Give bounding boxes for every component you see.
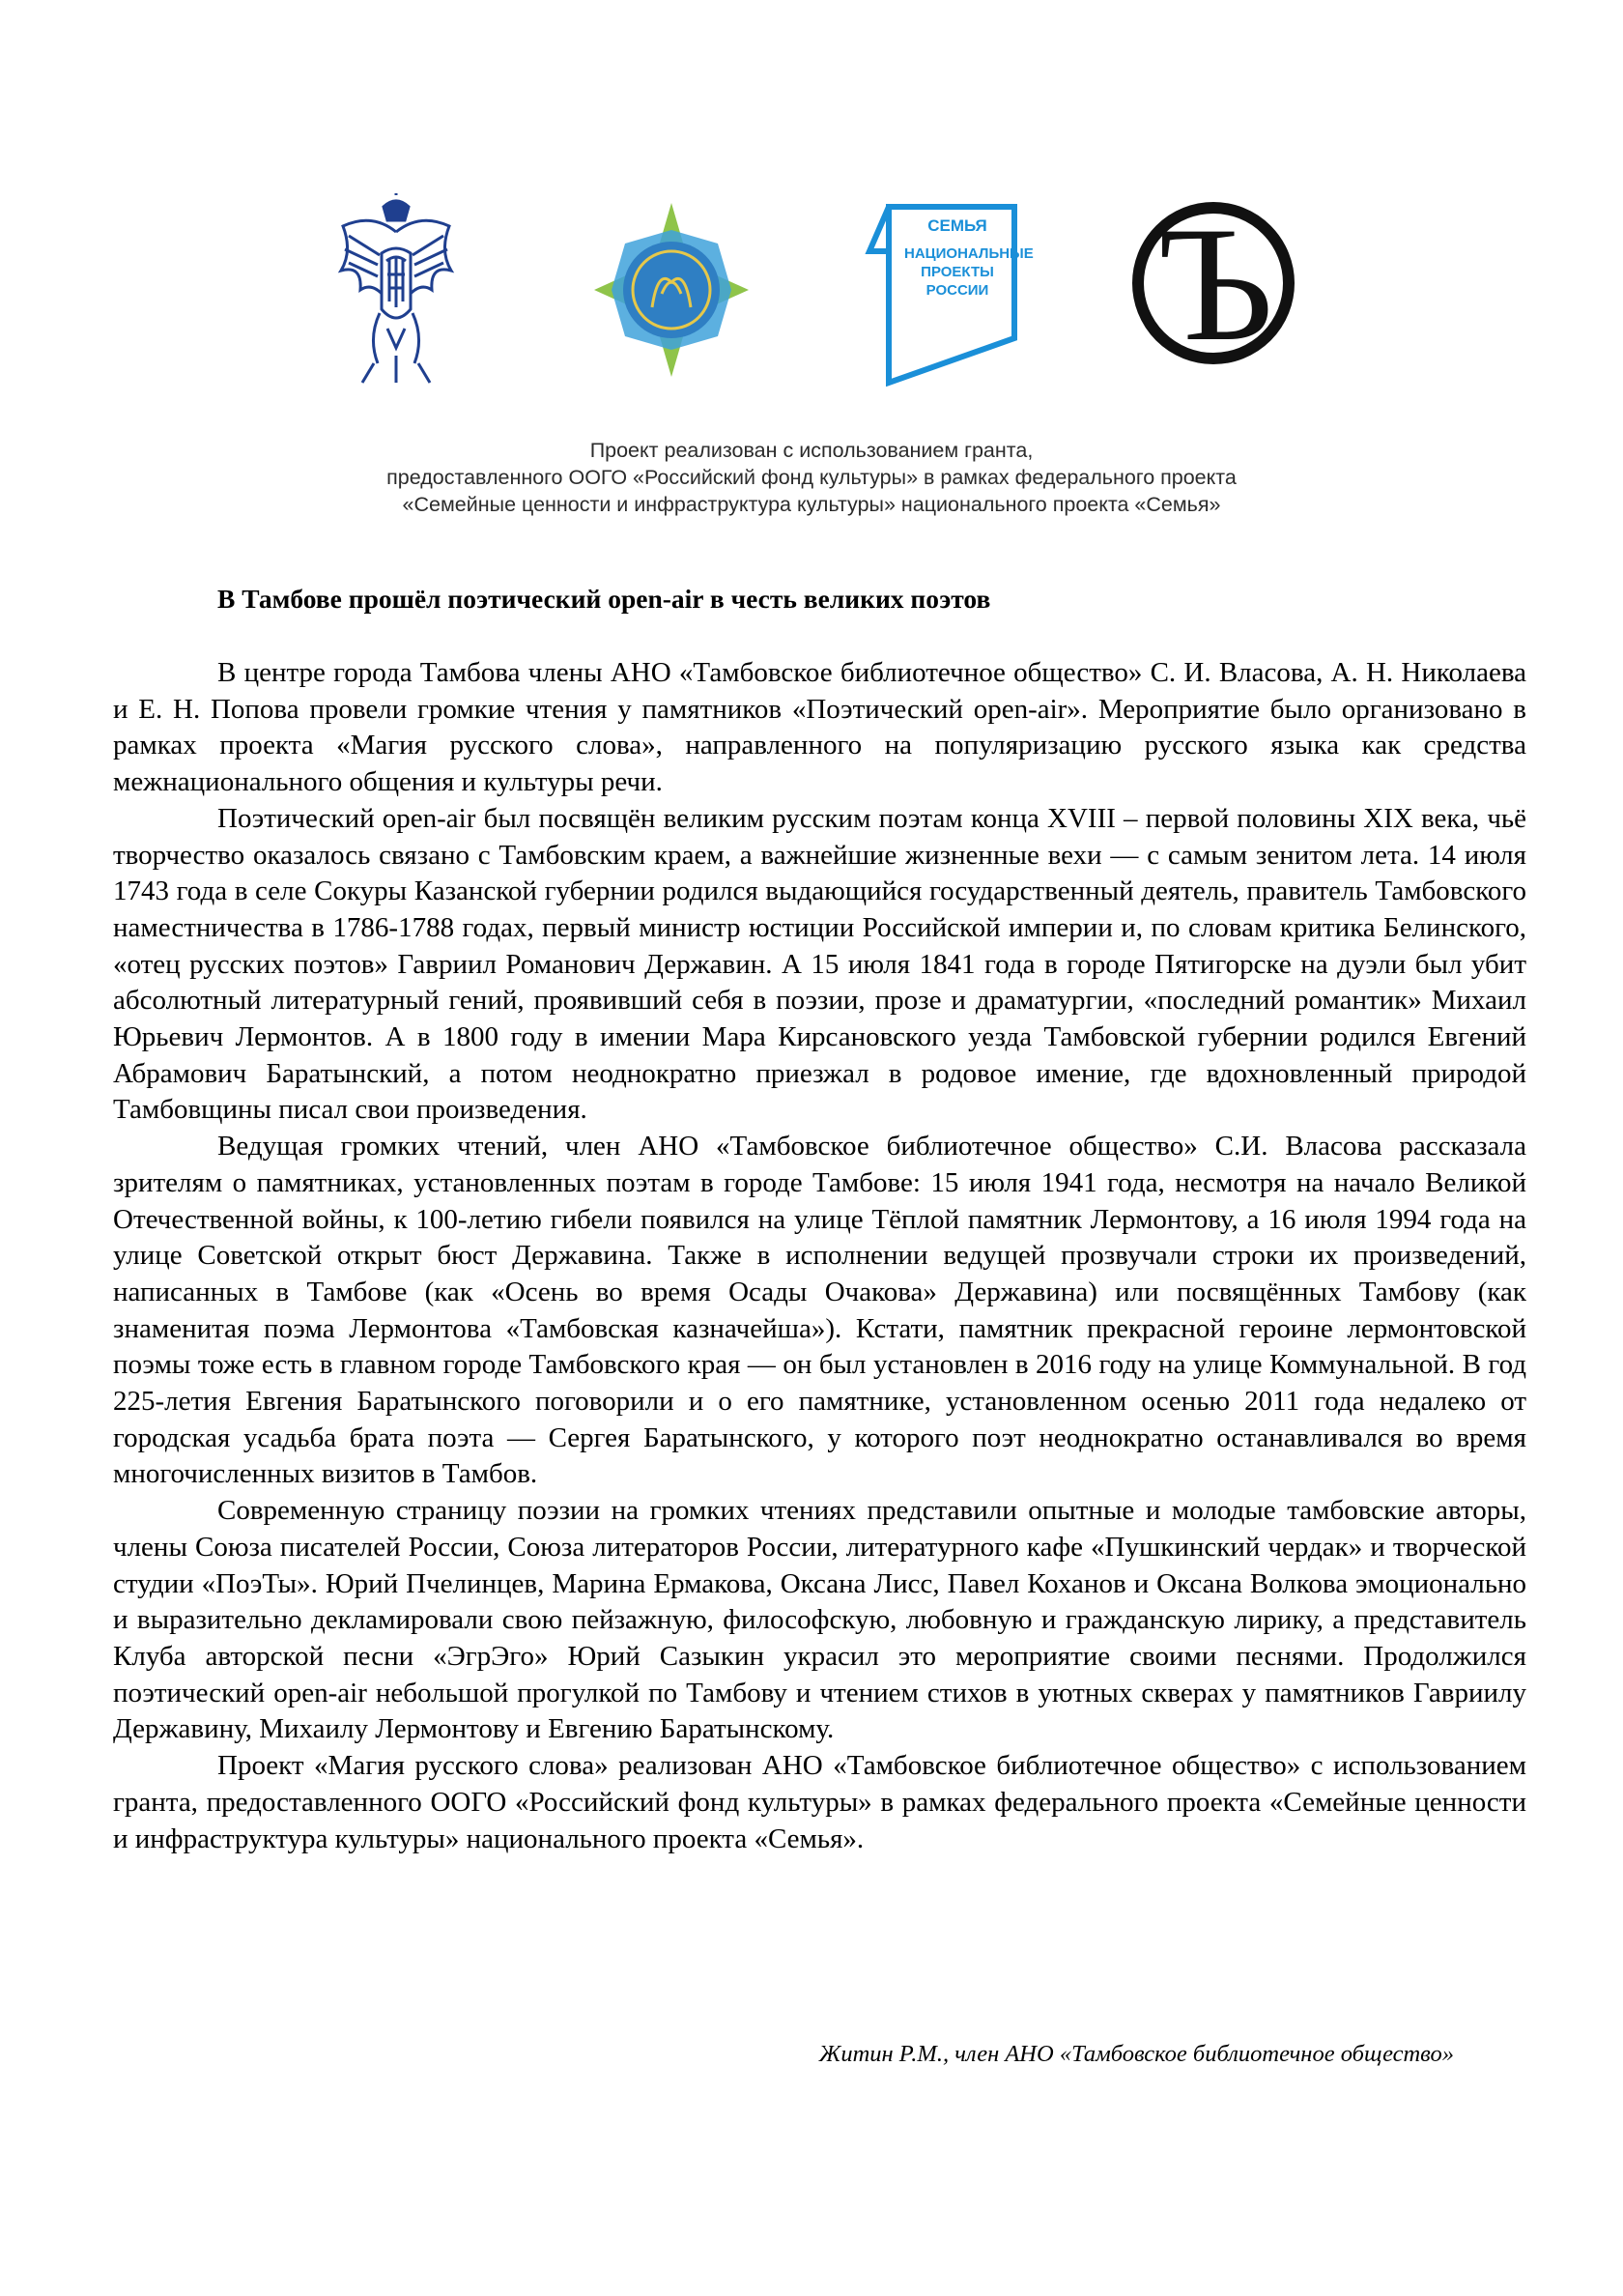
grant-notice-line: Проект реализован с использованием гранта, [589,439,1034,462]
russian-culture-fund-star-emblem [583,193,761,387]
logo-family-text: СЕМЬЯ [927,216,987,235]
grant-notice-line: предоставленного ООГО «Российский фонд культуры» в рамках федерального проекта [386,466,1237,489]
tambov-library-society-logo [1128,193,1302,375]
article-paragraph: В центре города Тамбова члены АНО «Тамбовское библиотечное общество» С. И. Власова, А. Н. Николаева и Е. Н. Попова провели громкие чтения у памятников «Поэтический open-air». Мероприятие было организовано в рамках проекта «Магия русского слова», направленного на популяризацию русского языка как средства межнационального общения и культуры речи. [113,657,1526,798]
article-paragraph: Ведущая громких чтений, член АНО «Тамбовское библиотечное общество» С.И. Власова рассказала зрителям о памятниках, установленных поэтам в городе Тамбове: 15 июля 1941 года, несмотря на начало Великой Отечественной войны, к 100-летию гибели появился на улице Тёплой памятник Лермонтову, а 16 июля 1994 года на улице Советской открыт бюст Державина. Также в исполнении ведущей прозвучали строки их произведений, написанных в Тамбове (как «Осень во время Осады Очакова» Державина) или посвящённых Тамбову (как знаменитая поэма Лермонтова «Тамбовская казначейша»). Кстати, памятник прекрасной героине лермонтовской поэмы тоже есть в главном городе Тамбовского края — он был установлен в 2016 году на улице Коммунальной. В год 225-летия Евгения Баратынского поговорили и о его памятнике, установленном осенью 2011 года недалеко от городская усадьба брата поэта — Сергея Баратынского, у которого поэт неоднократно останавливался во время многочисленных визитов в Тамбов. [113,1131,1526,1490]
author-signature: Житин Р.М., член АНО «Тамбовское библиотечное общество» [818,2041,1454,2067]
grant-notice [0,437,1623,518]
ministry-of-culture-eagle-emblem [333,193,459,387]
logo-russia-text: РОССИИ [925,282,989,299]
logo-national-text: НАЦИОНАЛЬНЫЕ [904,245,1034,262]
national-projects-russia-family-logo [850,193,1034,387]
article-title: В Тамбове прошёл поэтический open-air в честь великих поэтов [217,584,991,614]
grant-notice-line: «Семейные ценности и инфраструктура культуры» национального проекта «Семья» [402,493,1221,516]
logo-hard-sign-letter: Ъ [1156,193,1274,375]
article-body [113,655,1526,1857]
logo-projects-text: ПРОЕКТЫ [921,264,994,280]
article-paragraph: Поэтический open-air был посвящён великим русским поэтам конца XVIII – первой половины XIX века, чьё творчество оказалось связано с Тамбовским краем, а важнейшие жизненные вехи — с самым зенитом лета. 14 июля 1743 года в селе Сокуры Казанской губернии родился выдающийся государственный деятель, правитель Тамбовского наместничества в 1786-1788 годах, первый министр юстиции Российской империи и, по словам критика Белинского, «отец русских поэтов» Гавриил Романович Державин. А 15 июля 1841 года в городе Пятигорске на дуэли был убит абсолютный литературный гений, проявивший себя в поэзии, прозе и драматургии, «последний романтик» Михаил Юрьевич Лермонтов. А в 1800 году в имении Мара Кирсановского уезда Тамбовской губернии родился Евгений Абрамович Баратынский, а потом неоднократно приезжал в родовое имение, где вдохновленный природой Тамбовщины писал свои произведения. [113,802,1526,1126]
article-paragraph: Современную страницу поэзии на громких чтениях представили опытные и молодые тамбовские авторы, члены Союза писателей России, Союза литераторов России, литературного кафе «Пушкинский чердак» и творческой студии «ПоэТы». Юрий Пчелинцев, Марина Ермакова, Оксана Лисс, Павел Коханов и Оксана Волкова эмоционально и выразительно декламировали свою пейзажную, философскую, любовную и гражданскую лирику, а представитель Клуба авторской песни «ЭгрЭго» Юрий Сазыкин украсил это мероприятие своими песнями. Продолжился поэтический open-air небольшой прогулкой по Тамбову и чтением стихов в уютных скверах у памятников Гавриилу Державину, Михаилу Лермонтову и Евгению Баратынскому. [113,1495,1526,1745]
article-paragraph: Проект «Магия русского слова» реализован АНО «Тамбовское библиотечное общество» с использованием гранта, предоставленного ООГО «Российский фонд культуры» в рамках федерального проекта «Семейные ценности и инфраструктура культуры» национального проекта «Семья». [113,1750,1526,1854]
logo-bar [0,193,1623,396]
